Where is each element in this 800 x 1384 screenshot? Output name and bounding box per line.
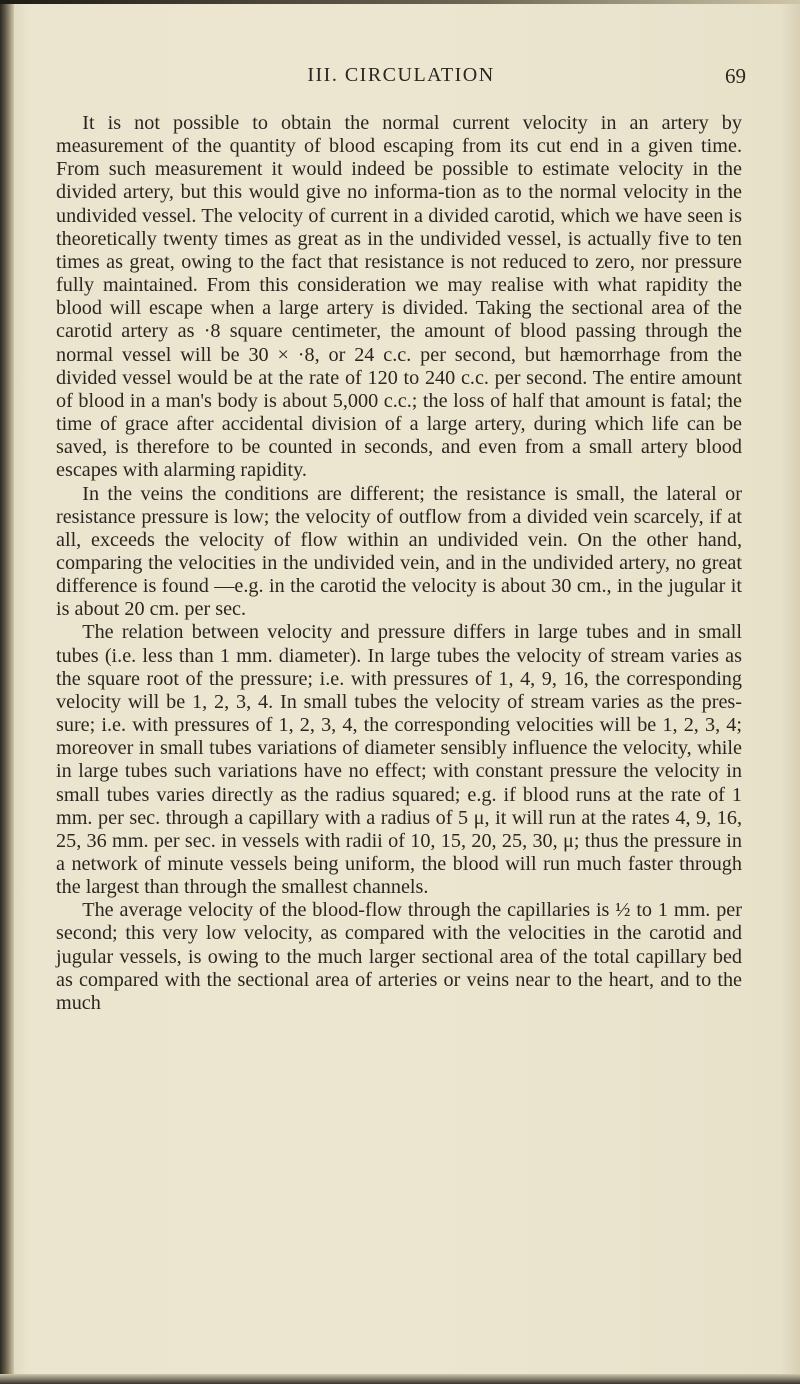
page-number: 69	[725, 64, 746, 88]
top-edge	[0, 0, 800, 4]
bottom-edge	[0, 1374, 800, 1384]
paragraph-capillaries: The average velocity of the blood-flow through the capillaries is ½ to 1 mm. per second; this very low velocity, as compared with the velocities in the carotid and jugular vessels, is owing to the much larger sectional area of the total capillary bed as compared with the sectional area of arteries or veins near to the heart, and to the much	[56, 899, 742, 1014]
paragraph-veins: In the veins the conditions are different; the resistance is small, the lateral or resistance pressure is low; the velocity of outflow from a divided vein scarcely, if at all, exceeds the velocity of flow within an undivided vein. On the other hand, comparing the velocities in the undivided vein, and in the undivided artery, no great difference is found —e.g. in the carotid the velocity is about 30 cm., in the jugular it is about 20 cm. per sec.	[56, 482, 742, 621]
paragraph-arterial-velocity: It is not possible to obtain the normal current velocity in an artery by measurement of the quantity of blood escaping from its cut end in a given time. From such measurement it would indeed be possible to estimate velocity in the divided artery, but this would give no informa-tion as to the normal velocity in the undivided vessel. The velocity of current in a divided carotid, which we have seen is theoretically twenty times as great as in the undivided vessel, is actually five to ten times as great, owing to the fact that resistance is not reduced to zero, nor pressure fully maintained. From this consideration we may realise with what rapidity the blood will escape when a large artery is divided. Taking the sectional area of the carotid artery as ·8 square centimeter, the amount of blood passing through the normal vessel will be 30 × ·8, or 24 c.c. per second, but hæmorrhage from the divided vessel would be at the rate of 120 to 240 c.c. per second. The entire amount of blood in a man's body is about 5,000 c.c.; the loss of half that amount is fatal; the time of grace after accidental division of a large artery, during which life can be saved, is therefore to be counted in seconds, and even from a small artery blood escapes with alarming rapidity.	[56, 112, 742, 482]
page-spine-shadow	[0, 0, 14, 1384]
body-text	[56, 112, 742, 1015]
page-header	[56, 64, 746, 94]
running-head: III. CIRCULATION	[307, 64, 495, 86]
paragraph-velocity-pressure: The relation between velocity and pressure differs in large tubes and in small tubes (i.e. less than 1 mm. diameter). In large tubes the velocity of stream varies as the square root of the pressure; i.e. with pressures of 1, 4, 9, 16, the corresponding velocity will be 1, 2, 3, 4. In small tubes the velocity of stream varies as the pres-sure; i.e. with pressures of 1, 2, 3, 4, the corresponding velocities will be 1, 2, 3, 4; moreover in small tubes variations of diameter sensibly influence the velocity, while in large tubes such variations have no effect; with constant pressure the velocity in small tubes varies directly as the radius squared; e.g. if blood runs at the rate of 1 mm. per sec. through a capillary with a radius of 5 μ, it will run at the rates 4, 9, 16, 25, 36 mm. per sec. in vessels with radii of 10, 15, 20, 25, 30, μ; thus the pressure in a network of minute vessels being uniform, the blood will run much faster through the largest than through the smallest channels.	[56, 621, 742, 899]
